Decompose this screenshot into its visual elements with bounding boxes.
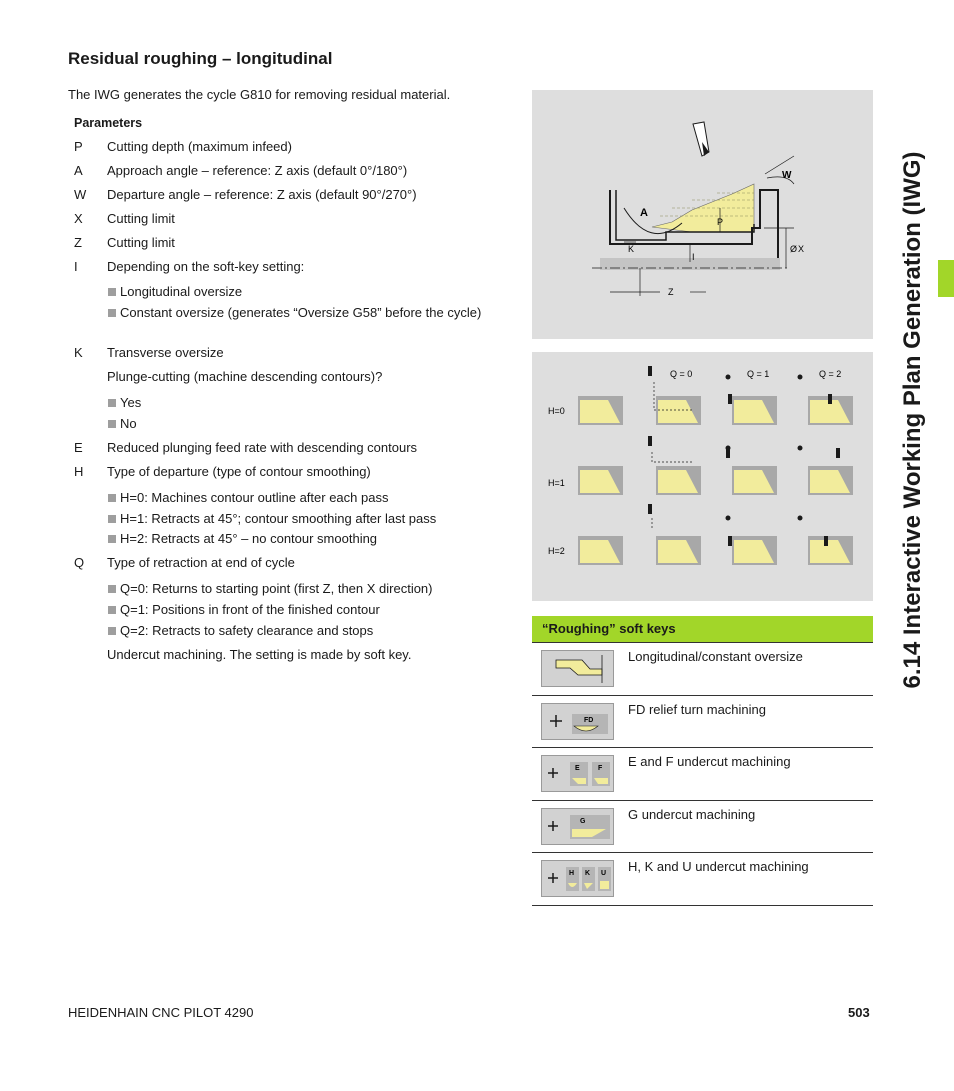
softkey-label-ef: E and F undercut machining (628, 754, 791, 769)
bullet-k-2: No (108, 416, 503, 432)
h-icon-text: H (569, 870, 575, 877)
footer-product: HEIDENHAIN CNC PILOT 4290 (68, 1005, 254, 1020)
chapter-title-vertical: 6.14 Interactive Working Plan Generation (IWG) (899, 151, 926, 689)
label-diameter: Ø (790, 244, 798, 254)
label-a: A (640, 207, 648, 219)
label-x: X (798, 244, 805, 254)
param-text-w: Departure angle – reference: Z axis (default 90°/270°) (107, 187, 417, 202)
bullet-q-2: Q=1: Positions in front of the finished contour (108, 602, 503, 618)
bullet-h-2: H=1: Retracts at 45°; contour smoothing after last pass (108, 511, 503, 527)
param-key-x: X (74, 211, 83, 226)
ef-undercut-softkey-icon[interactable] (541, 755, 614, 792)
bullet-square-icon (108, 515, 116, 523)
label-z: Z (668, 287, 674, 297)
bullet-square-icon (108, 606, 116, 614)
softkey-row-g (532, 801, 873, 853)
bullet-square-icon (108, 420, 116, 428)
bullet-square-icon (108, 399, 116, 407)
softkey-row-hku (532, 853, 873, 906)
softkey-row-oversize (532, 643, 873, 696)
chapter-marker (938, 260, 954, 297)
bullet-square-icon (108, 288, 116, 296)
oversize-softkey-icon[interactable] (541, 650, 614, 687)
param-key-w: W (74, 187, 87, 202)
softkey-label-fd: FD relief turn machining (628, 702, 766, 717)
param-key-p: P (74, 139, 83, 154)
param-text-z: Cutting limit (107, 235, 175, 250)
page-number: 503 (848, 1005, 870, 1020)
g-undercut-softkey-icon[interactable] (541, 808, 614, 845)
bullet-h-1: H=0: Machines contour outline after each pass (108, 490, 503, 506)
softkey-label-oversize: Longitudinal/constant oversize (628, 649, 803, 664)
bullet-square-icon (108, 627, 116, 635)
col-label-q0: Q = 0 (670, 369, 693, 379)
param-key-z: Z (74, 235, 82, 250)
bullet-q-1: Q=0: Returns to starting point (first Z, then X direction) (108, 581, 503, 597)
param-text-a: Approach angle – reference: Z axis (default 0°/180°) (107, 163, 408, 178)
softkey-label-hku: H, K and U undercut machining (628, 859, 809, 874)
bullet-k-1: Yes (108, 395, 503, 411)
label-w: W (782, 170, 792, 181)
intro-text: The IWG generates the cycle G810 for removing residual material. (68, 87, 451, 102)
param-subtext-k: Plunge-cutting (machine descending contours)? (107, 369, 383, 384)
bullet-q-3: Q=2: Retracts to safety clearance and stops (108, 623, 503, 639)
parameters-heading: Parameters (74, 116, 143, 130)
fd-icon-text: FD (584, 717, 594, 724)
undercut-note: Undercut machining. The setting is made by soft key. (107, 647, 412, 662)
contour-drawing (532, 90, 873, 339)
param-text-p: Cutting depth (maximum infeed) (107, 139, 292, 154)
hq-matrix-drawing (532, 352, 873, 601)
bullet-square-icon (108, 535, 116, 543)
hku-undercut-softkey-icon[interactable] (541, 860, 614, 897)
param-key-e: E (74, 440, 83, 455)
softkey-label-g: G undercut machining (628, 807, 756, 822)
param-text-h: Type of departure (type of contour smoothing) (107, 464, 371, 479)
bullet-i-2: Constant oversize (generates “Oversize G58” before the cycle) (108, 305, 503, 321)
param-key-k: K (74, 345, 83, 360)
g-icon-text: G (580, 818, 586, 825)
cells (578, 396, 853, 565)
row-label-h0: H=0 (548, 406, 565, 416)
col-label-q2: Q = 2 (819, 369, 842, 379)
row-label-h2: H=2 (548, 546, 565, 556)
bullet-square-icon (108, 309, 116, 317)
fd-relief-softkey-icon[interactable] (541, 703, 614, 740)
softkey-row-ef (532, 748, 873, 801)
label-i: I (692, 252, 695, 262)
param-key-q: Q (74, 555, 85, 570)
chapter-side-tab (873, 0, 954, 1091)
param-key-i: I (74, 259, 78, 274)
softkeys-header: “Roughing” soft keys (532, 616, 873, 643)
param-text-x: Cutting limit (107, 211, 175, 226)
section-title: Residual roughing – longitudinal (68, 49, 333, 68)
label-k: K (628, 244, 635, 254)
col-label-q1: Q = 1 (747, 369, 770, 379)
param-text-k: Transverse oversize (107, 345, 224, 360)
bullet-i-1: Longitudinal oversize (108, 284, 503, 300)
e-icon-text: E (575, 765, 580, 772)
u-icon-text: U (601, 870, 607, 877)
f-icon-text: F (598, 765, 603, 772)
bullet-h-3: H=2: Retracts at 45° – no contour smoothing (108, 531, 503, 547)
param-key-h: H (74, 464, 84, 479)
param-text-e: Reduced plunging feed rate with descending contours (107, 440, 418, 455)
label-p: P (717, 217, 724, 227)
departure-retraction-matrix (532, 352, 873, 601)
param-text-i: Depending on the soft-key setting: (107, 259, 305, 274)
row-label-h1: H=1 (548, 478, 565, 488)
k-icon-text: K (585, 870, 591, 877)
param-key-a: A (74, 163, 83, 178)
param-text-q: Type of retraction at end of cycle (107, 555, 295, 570)
bullet-square-icon (108, 494, 116, 502)
residual-roughing-diagram (532, 90, 873, 339)
bullet-square-icon (108, 585, 116, 593)
softkey-row-fd (532, 696, 873, 748)
